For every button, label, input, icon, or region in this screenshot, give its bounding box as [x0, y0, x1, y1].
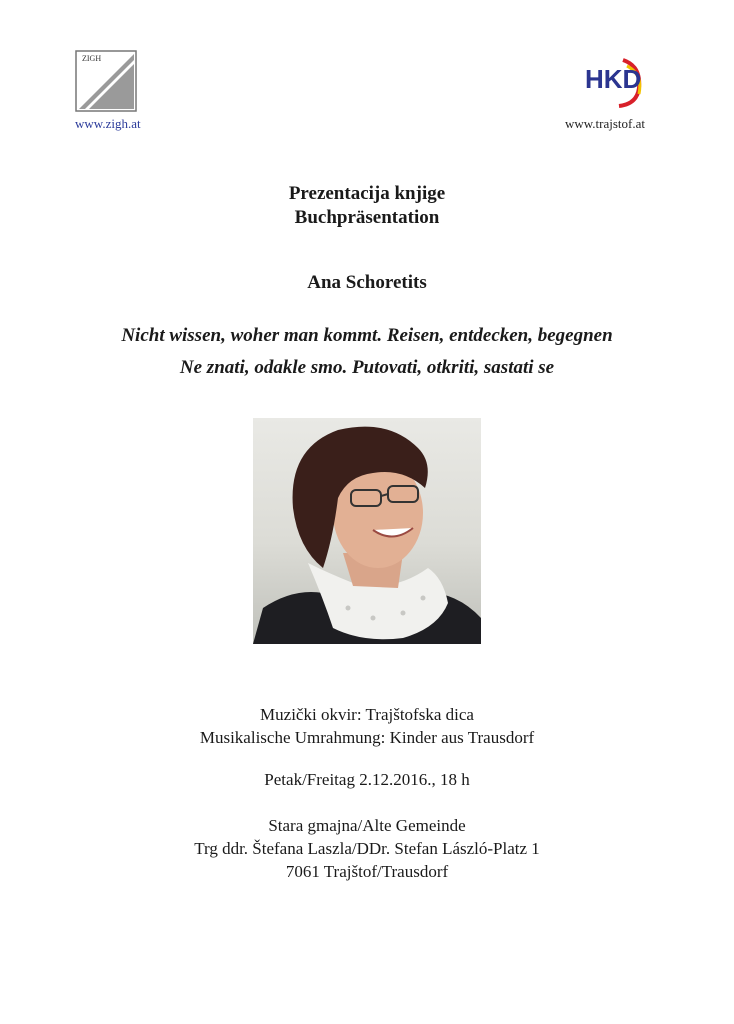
venue-name: Stara gmajna/Alte Gemeinde [268, 816, 466, 835]
title-croatian: Prezentacija knjige [288, 183, 446, 204]
zigh-logo-text: ZIGH [82, 54, 102, 63]
title-german: Buchpräsentation [294, 207, 440, 228]
zigh-website-link[interactable]: www.zigh.at [75, 116, 141, 131]
music-croatian: Muzički okvir: Trajštofska dica [260, 705, 474, 724]
event-date: Petak/Freitag 2.12.2016., 18 h [264, 770, 470, 789]
zigh-logo [75, 50, 137, 112]
author-name: Ana Schoretits [307, 272, 427, 293]
music-german: Musikalische Umrahmung: Kinder aus Trausdorf [199, 728, 535, 747]
venue-city: 7061 Trajštof/Trausdorf [285, 862, 449, 881]
hkd-logo-graphic [583, 48, 645, 110]
trajstof-website-link[interactable]: www.trajstof.at [564, 116, 645, 131]
zigh-logo-graphic [75, 50, 137, 112]
hkd-logo [583, 48, 645, 110]
author-portrait-illustration [253, 418, 481, 644]
hkd-logo-text: HKD [585, 64, 642, 94]
venue-street: Trg ddr. Štefana Laszla/DDr. Stefan László-Platz 1 [194, 839, 540, 858]
book-title-croatian: Ne znati, odakle smo. Putovati, otkriti, sastati se [179, 357, 555, 378]
author-photo [253, 418, 481, 644]
book-title-german: Nicht wissen, woher man kommt. Reisen, entdecken, begegnen [121, 325, 613, 346]
